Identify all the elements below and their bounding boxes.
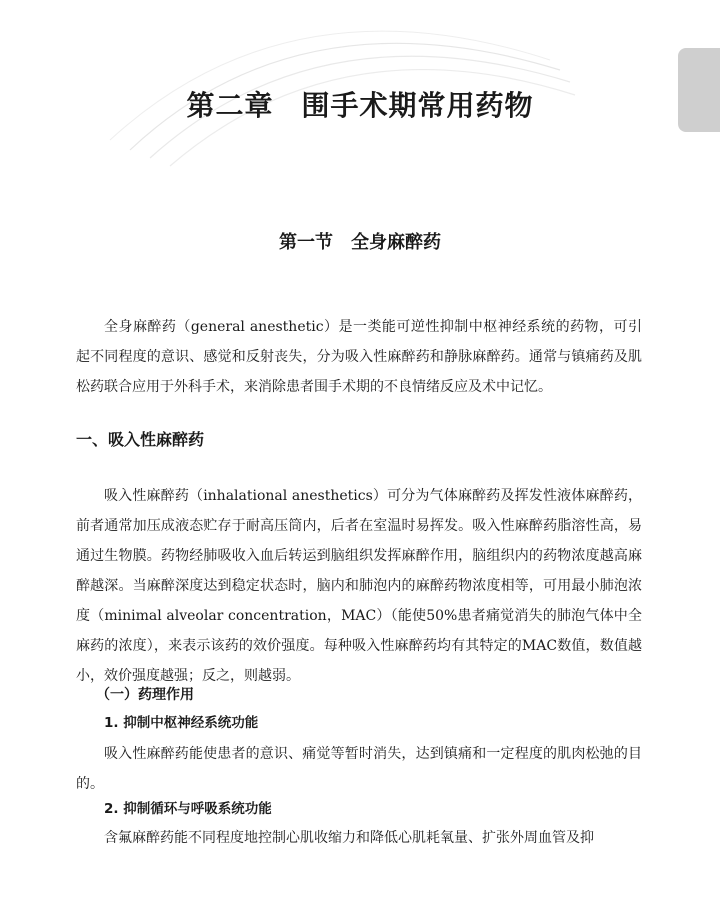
heading-pharmacology: （一）药理作用	[96, 687, 194, 703]
subheading-circulation: 2. 抑制循环与呼吸系统功能	[104, 801, 272, 817]
section-number: 第一节	[279, 232, 333, 253]
heading-inhalational-anesthetics: 一、吸入性麻醉药	[76, 430, 205, 449]
chapter-title	[0, 84, 720, 124]
inhalational-paragraph: 吸入性麻醉药（inhalational anesthetics）可分为气体麻醉药及挥发性液体麻醉药，前者通常加压成液态贮存于耐高压筒内，后者在室温时易挥发。吸入性麻醉药脂溶性高，易通过生物膜。药物经肺吸收入血后转运到脑组织发挥麻醉作用，脑组织内的药物浓度越高麻醉越深。当麻醉深度达到稳定状态时，脑内和肺泡内的麻醉药物浓度相等，可用最小肺泡浓度（minimal alveolar concentration，MAC）（能使50%患者痛觉消失的肺泡气体中全麻药的浓度），来表示该药的效价强度。每种吸入性麻醉药均有其特定的MAC数值，数值越小，效价强度越强；反之，则越弱。	[76, 488, 642, 684]
subheading-cns: 1. 抑制中枢神经系统功能	[104, 715, 259, 731]
section-name: 全身麻醉药	[351, 232, 441, 253]
circulation-paragraph: 含氟麻醉药能不同程度地控制心肌收缩力和降低心肌耗氧量、扩张外周血管及抑	[104, 830, 594, 846]
cns-paragraph: 吸入性麻醉药能使患者的意识、痛觉等暂时消失，达到镇痛和一定程度的肌肉松弛的目的。	[76, 746, 642, 792]
chapter-number: 第二章	[186, 89, 274, 122]
chapter-name: 围手术期常用药物	[301, 89, 534, 122]
intro-paragraph: 全身麻醉药（general anesthetic）是一类能可逆性抑制中枢神经系统的药物，可引起不同程度的意识、感觉和反射丧失，分为吸入性麻醉药和静脉麻醉药。通常与镇痛药及肌松药联合应用于外科手术，来消除患者围手术期的不良情绪反应及术中记忆。	[76, 319, 642, 395]
section-title	[0, 228, 720, 254]
